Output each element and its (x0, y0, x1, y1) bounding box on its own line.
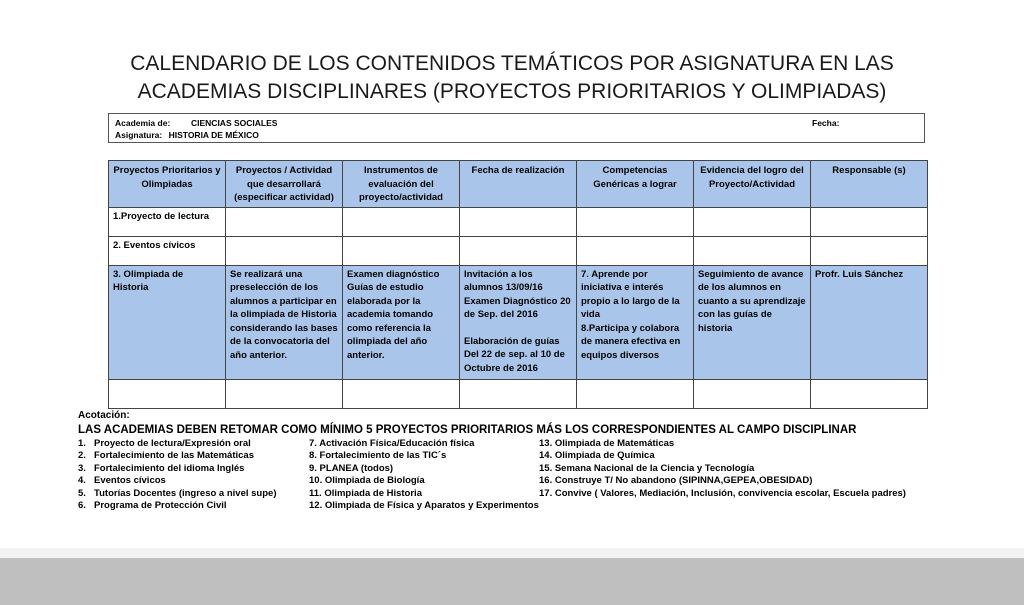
table-row (109, 379, 928, 408)
table-header-row (109, 161, 928, 208)
academia-value: CIENCIAS SOCIALES (191, 118, 278, 128)
table-cell (694, 207, 811, 236)
asignatura-value: HISTORIA DE MÉXICO (168, 130, 259, 140)
header-cell: Competencias Genéricas a lograr (577, 161, 694, 208)
title-line-1: CALENDARIO DE LOS CONTENIDOS TEMÁTICOS POR ASIGNATURA EN LAS (130, 52, 894, 75)
table-cell (811, 207, 928, 236)
header-cell: Responsable (s) (811, 161, 928, 208)
footer-divider (0, 548, 1024, 558)
list-item: 3. Fortalecimiento del idioma Inglés (78, 462, 245, 474)
table-cell (694, 379, 811, 408)
table-cell (694, 236, 811, 265)
list-item: 15. Semana Nacional de la Ciencia y Tecnología (539, 462, 755, 474)
header-cell: Proyectos Prioritarios y Olimpiadas (109, 161, 226, 208)
table-cell (460, 379, 577, 408)
footer-bar (0, 558, 1024, 605)
notes-column-1 (78, 438, 308, 513)
table-cell (811, 379, 928, 408)
table-cell (460, 265, 577, 379)
date-exam: Examen Diagnóstico 20 de Sep. del 2016 (464, 295, 571, 320)
table-cell (343, 379, 460, 408)
page-title (0, 50, 1024, 106)
table-cell: Examen diagnóstico Guías de estudio elaborada por la academia tomando como referencia la olimpiada del año anterior. (343, 265, 460, 379)
list-item: 8. Fortalecimiento de las TIC´s (309, 450, 447, 461)
table-cell: Seguimiento de avance de los alumnos en cuanto a su aprendizaje con las guías de historia (694, 265, 811, 379)
table-row (109, 207, 928, 236)
table-cell (109, 379, 226, 408)
table-cell (811, 236, 928, 265)
table-cell (226, 236, 343, 265)
fecha-label: Fecha: (812, 118, 840, 128)
list-item: 13. Olimpiada de Matemáticas (539, 437, 675, 449)
table-cell (343, 236, 460, 265)
table-cell (226, 379, 343, 408)
list-item: 4. Eventos cívicos (78, 475, 166, 486)
academia-label: Academia de: (115, 118, 171, 128)
info-box (108, 113, 925, 143)
table-cell (343, 207, 460, 236)
list-item: 1. Proyecto de lectura/Expresión oral (78, 437, 251, 449)
notes-column-2 (309, 438, 539, 513)
notes-section (78, 410, 978, 518)
date-guides: Elaboración de guías Del 22 de sep. al 10 de Octubre de 2016 (464, 335, 565, 374)
list-item: 5. Tutorías Docentes (ingreso a nivel supe) (78, 487, 277, 499)
table-cell (577, 236, 694, 265)
table-cell: 3. Olimpiada de Historia (109, 265, 226, 379)
header-cell: Instrumentos de evaluación del proyecto/actividad (343, 161, 460, 208)
table-cell (460, 236, 577, 265)
list-item: 12. Olimpiada de Física y Aparatos y Experimentos (309, 500, 539, 511)
list-item: 16. Construye T/ No abandono (SIPINNA,GEPEA,OBESIDAD) (539, 475, 813, 486)
competency-8: 8.Participa y colabora de manera efectiva en equipos diversos (581, 322, 681, 361)
table-cell (577, 207, 694, 236)
list-item: 17. Convive ( Valores, Mediación, Inclusión, convivencia escolar, Escuela padres) (539, 487, 906, 499)
table-cell: 2. Eventos cívicos (109, 236, 226, 265)
notes-main-instruction: LAS ACADEMIAS DEBEN RETOMAR COMO MÍNIMO 5 PROYECTOS PRIORITARIOS MÁS LOS CORRESPONDIENTES AL CAMPO DISCIPLINAR (78, 423, 857, 436)
table-cell (577, 265, 694, 379)
table-cell (226, 207, 343, 236)
table-cell: 1.Proyecto de lectura (109, 207, 226, 236)
table-row (109, 236, 928, 265)
table-cell: Se realizará una preselección de los alumnos a participar en la olimpiada de Historia considerando las bases de la convocatoria del año anterior. (226, 265, 343, 379)
notes-heading: Acotación: (78, 410, 130, 421)
list-item: 9. PLANEA (todos) (309, 462, 394, 474)
list-item: 6. Programa de Protección Civil (78, 500, 227, 511)
list-item: 14. Olimpiada de Química (539, 450, 655, 461)
competency-7: 7. Aprende por iniciativa e interés propio a lo largo de la vida (581, 268, 680, 320)
list-item: 10. Olimpiada de Biología (309, 475, 425, 486)
asignatura-label: Asignatura: (115, 130, 163, 140)
header-cell: Proyectos / Actividad que desarrollará (especificar actividad) (226, 161, 343, 208)
table-row (109, 265, 928, 379)
notes-column-3 (539, 438, 979, 501)
title-line-2: ACADEMIAS DISCIPLINARES (PROYECTOS PRIORITARIOS Y OLIMPIADAS) (137, 80, 887, 103)
table-cell (577, 379, 694, 408)
header-cell: Fecha de realización (460, 161, 577, 208)
list-item: 2. Fortalecimiento de las Matemáticas (78, 450, 254, 461)
table-cell (460, 207, 577, 236)
header-cell: Evidencia del logro del Proyecto/Actividad (694, 161, 811, 208)
date-invitation: Invitación a los alumnos 13/09/16 (464, 268, 543, 293)
list-item: 11. Olimpiada de Historia (309, 487, 422, 499)
table-cell: Profr. Luis Sánchez (811, 265, 928, 379)
list-item: 7. Activación Física/Educación física (309, 437, 475, 449)
projects-table (108, 160, 928, 409)
